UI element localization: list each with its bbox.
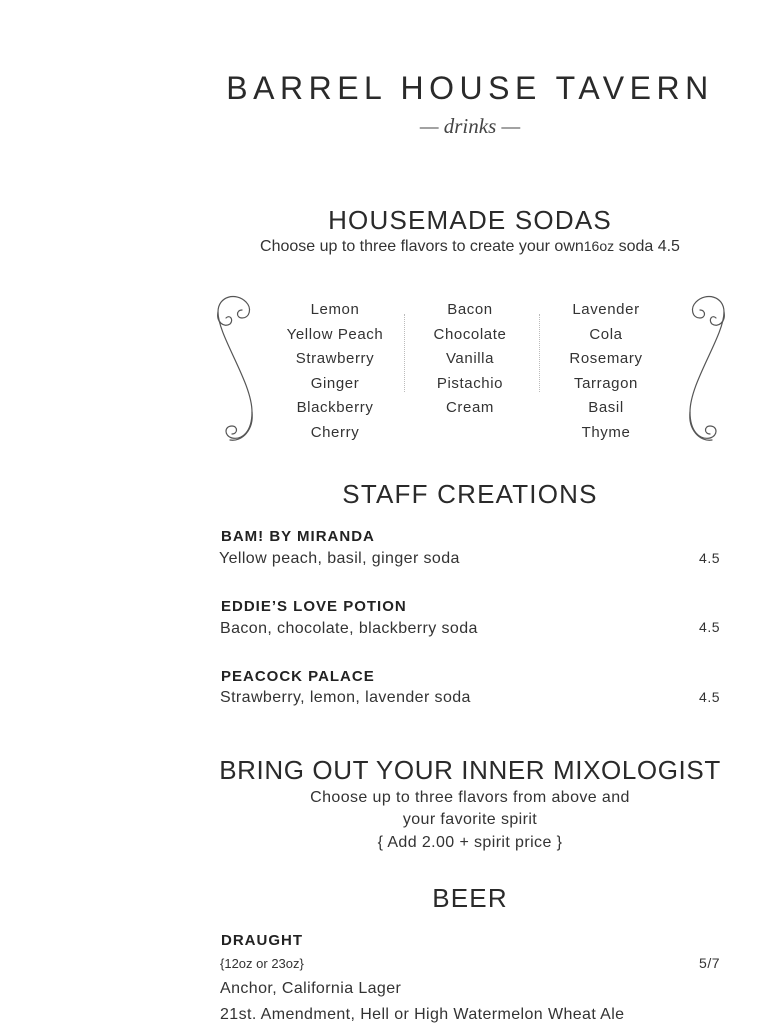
mixologist-text-line: your favorite spirit xyxy=(402,811,538,828)
flavor-item: Lemon xyxy=(310,301,360,318)
flavor-item: Strawberry xyxy=(295,350,375,367)
flavor-item: Pistachio xyxy=(436,374,504,392)
beer-item: 21st. Amendment, Hell or High Watermelon Wheat Ale xyxy=(220,1006,625,1023)
flavor-item: Rosemary xyxy=(569,350,643,367)
section-title-beer: BEER xyxy=(432,883,508,913)
sodas-description xyxy=(200,238,740,256)
menu-item-name: BAM! BY MIRANDA xyxy=(221,528,375,545)
flavor-column-3 xyxy=(536,298,676,445)
menu-subtitle: — drinks — xyxy=(419,114,521,138)
sodas-description-tail: soda 4.5 xyxy=(614,238,680,255)
draught-label: DRAUGHT xyxy=(221,932,303,949)
sodas-description-main: Choose up to three flavors to create your own xyxy=(260,238,584,255)
left-flourish-icon xyxy=(212,292,260,447)
flavor-item: Thyme xyxy=(581,423,631,441)
flavor-column-1 xyxy=(265,298,405,445)
flavor-item: Blackberry xyxy=(296,399,374,416)
section-title-housemade-sodas: HOUSEMADE SODAS xyxy=(328,205,612,235)
flavor-item: Vanilla xyxy=(445,350,495,367)
flavor-item: Basil xyxy=(588,399,624,416)
flavor-item: Bacon xyxy=(447,301,493,318)
section-title-staff-creations: STAFF CREATIONS xyxy=(342,479,598,509)
flavor-item: Ginger xyxy=(310,374,360,392)
menu-item-name: PEACOCK PALACE xyxy=(221,668,375,685)
mixologist-price-note: { Add 2.00 + spirit price } xyxy=(377,834,563,851)
flavor-item: Yellow Peach xyxy=(286,325,384,343)
flavor-item: Cherry xyxy=(310,423,360,441)
flavor-item: Lavender xyxy=(572,301,640,318)
menu-item-name: EDDIE’S LOVE POTION xyxy=(221,598,407,615)
menu-item-price: 4.5 xyxy=(699,689,720,705)
draught-price: 5/7 xyxy=(699,955,720,971)
menu-item-description: Yellow peach, basil, ginger soda xyxy=(219,550,460,567)
mixologist-text-line: Choose up to three flavors from above and xyxy=(310,789,630,806)
flavor-column-2 xyxy=(400,298,540,421)
section-title-mixologist: BRING OUT YOUR INNER MIXOLOGIST xyxy=(219,755,721,785)
right-flourish-icon xyxy=(682,292,730,447)
menu-item-price: 4.5 xyxy=(699,619,720,635)
draught-sizes: {12oz or 23oz} xyxy=(220,956,304,971)
flavor-item: Cola xyxy=(589,325,623,343)
sodas-size: 16oz xyxy=(583,238,615,254)
flavor-item: Tarragon xyxy=(573,374,638,392)
menu-title: BARREL HOUSE TAVERN xyxy=(226,70,714,106)
menu-item-description: Strawberry, lemon, lavender soda xyxy=(220,689,471,706)
menu-item-price: 4.5 xyxy=(699,550,720,566)
menu-item-description: Bacon, chocolate, blackberry soda xyxy=(220,620,478,637)
flavor-item: Cream xyxy=(445,399,494,416)
beer-item: Anchor, California Lager xyxy=(220,980,402,997)
flavor-item: Chocolate xyxy=(433,325,507,343)
